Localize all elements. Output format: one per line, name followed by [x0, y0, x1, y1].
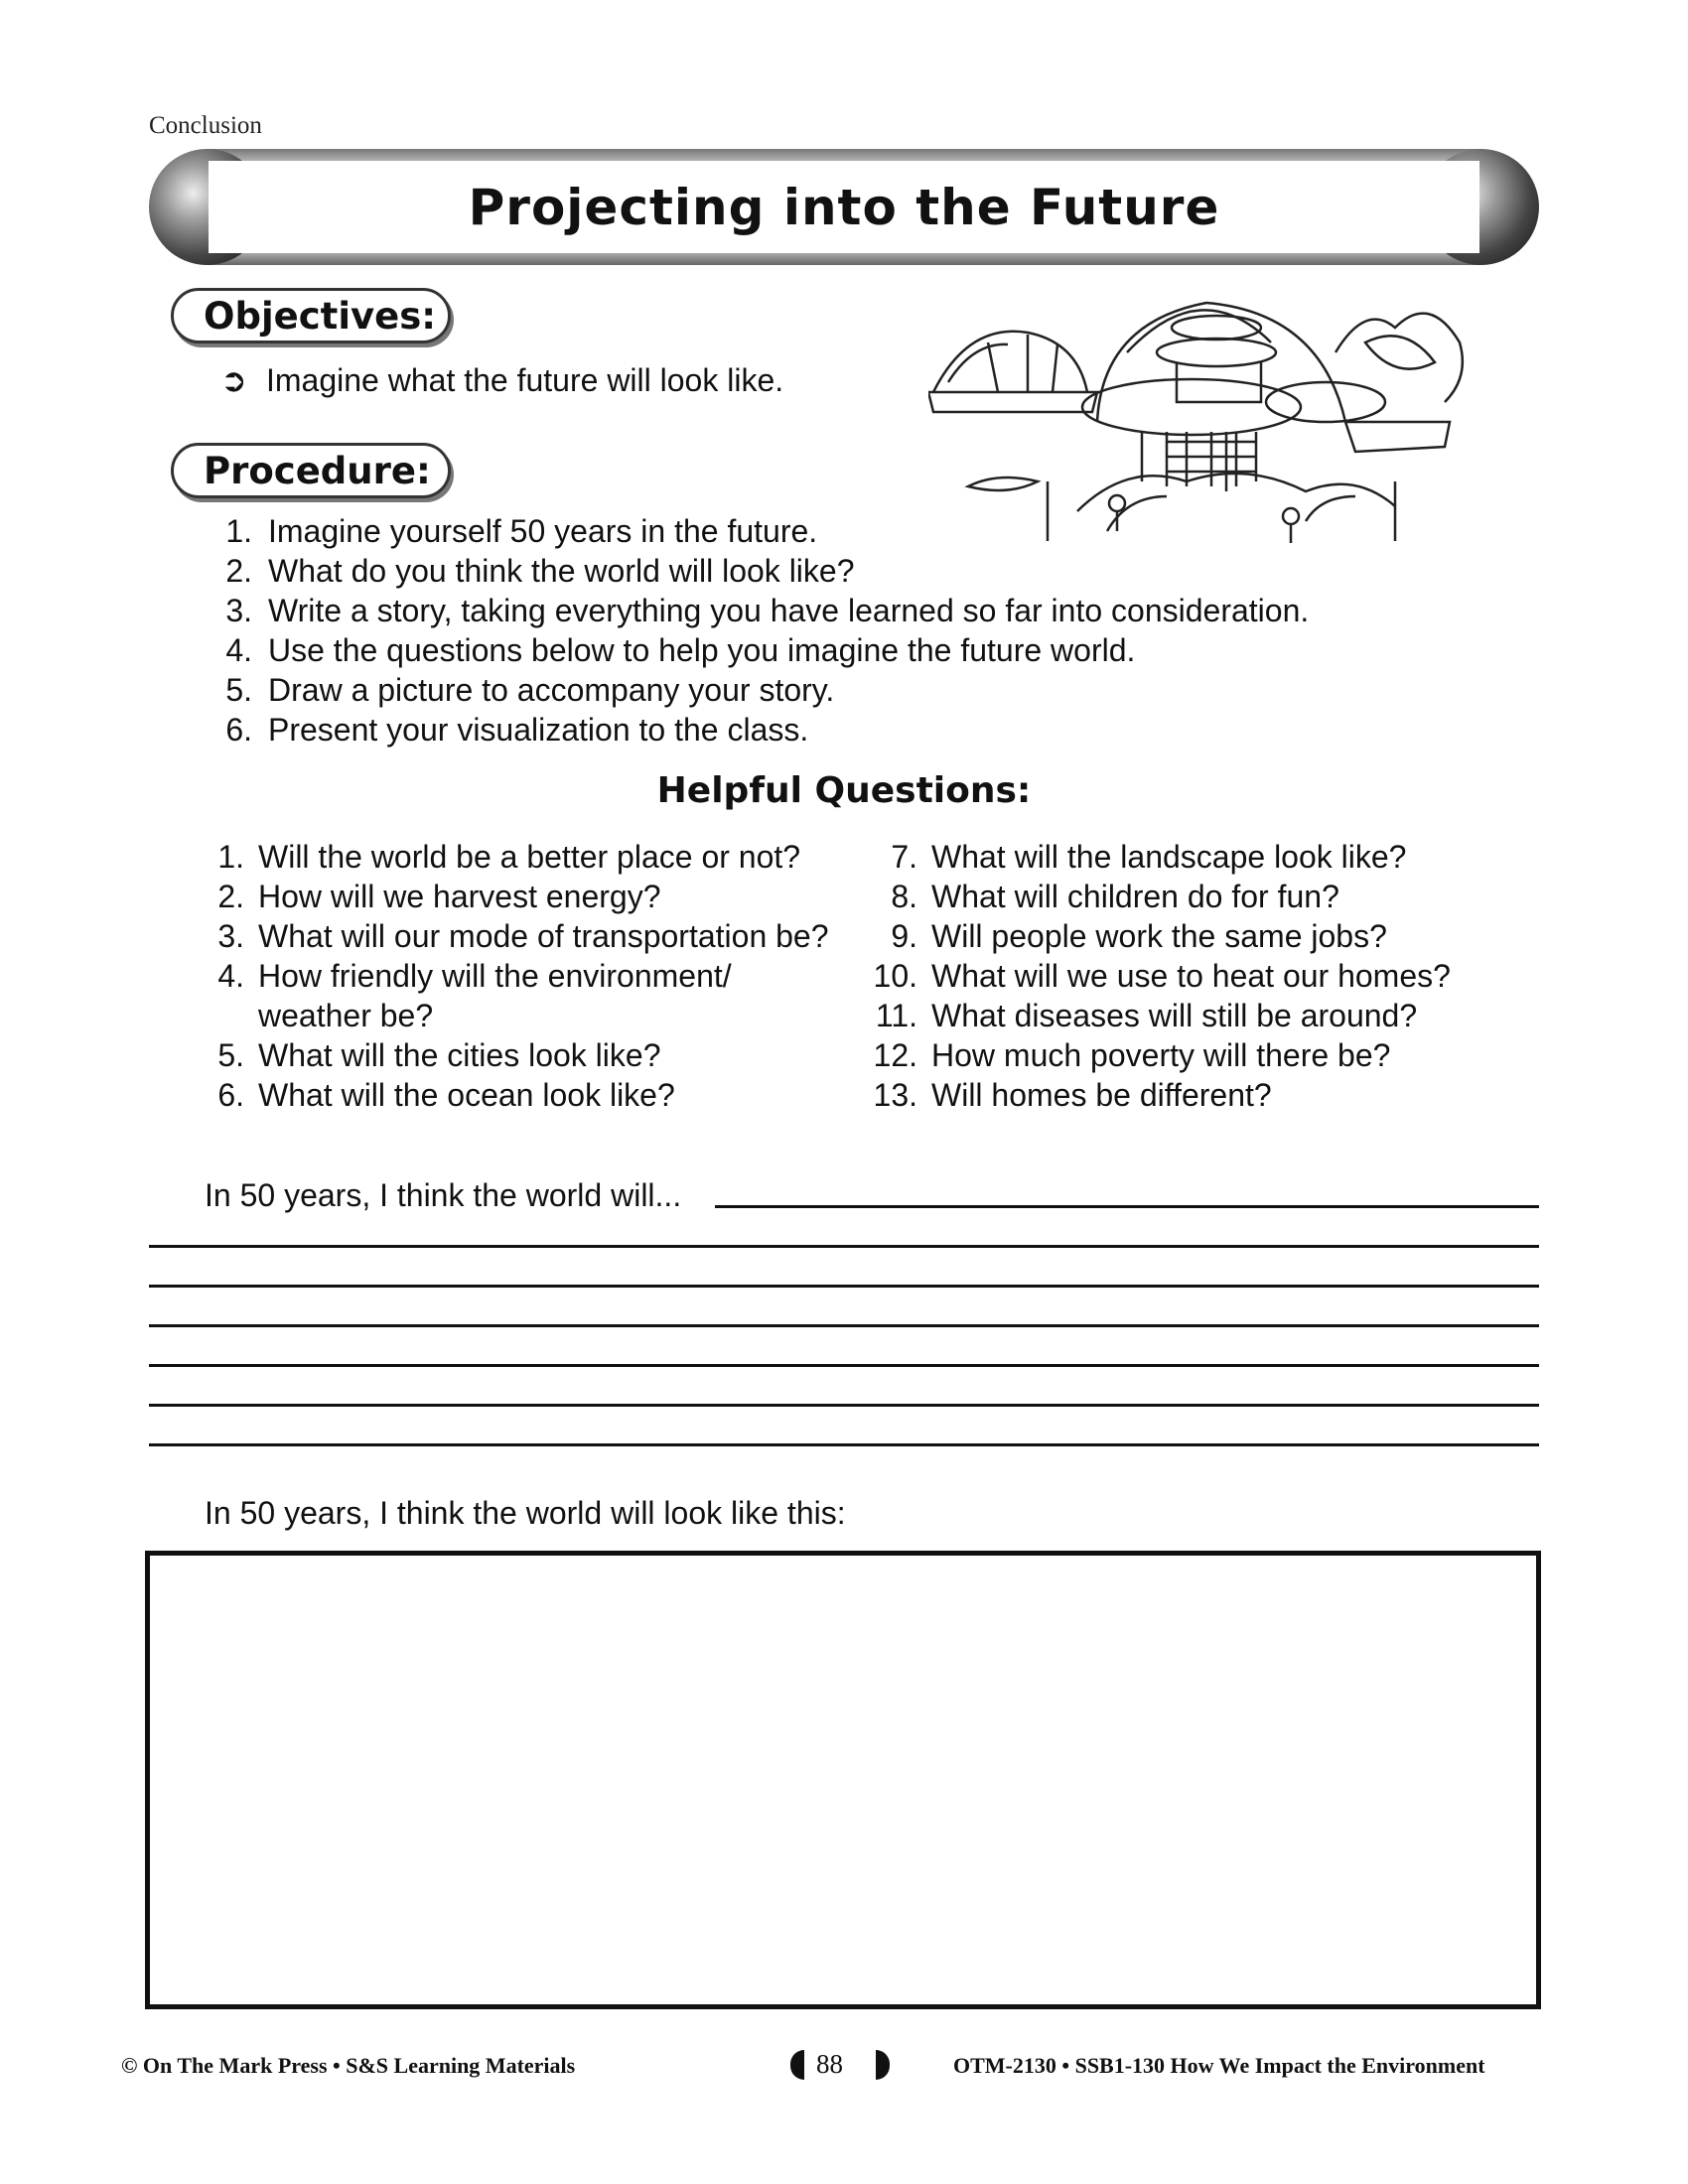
item-number: 9.	[891, 918, 917, 954]
item-text: What diseases will still be around?	[931, 998, 1418, 1033]
item-text: What will our mode of transportation be?	[258, 918, 829, 954]
questions-right-list	[862, 837, 1517, 1115]
procedure-heading-text: Procedure:	[204, 449, 431, 492]
item-number: 1.	[217, 839, 244, 875]
item-number: 2.	[217, 879, 244, 914]
item-number: 4.	[225, 632, 252, 668]
item-text: How much poverty will there be?	[931, 1037, 1391, 1073]
list-item	[199, 877, 854, 916]
item-text: Draw a picture to accompany your story.	[268, 672, 835, 708]
list-item	[203, 630, 1309, 670]
item-number: 2.	[225, 553, 252, 589]
page-number: 88	[816, 2049, 843, 2079]
item-number: 1.	[225, 513, 252, 549]
item-number: 4.	[217, 958, 244, 994]
half-disc-left-icon	[790, 2050, 804, 2080]
questions-left-list	[199, 837, 854, 1115]
item-text: Use the questions below to help you imagine the future world.	[268, 632, 1136, 668]
writing-line[interactable]	[149, 1245, 1539, 1248]
footer-copyright: © On The Mark Press • S&S Learning Materials	[121, 2053, 576, 2078]
section-label: Conclusion	[149, 112, 262, 139]
item-number: 5.	[217, 1037, 244, 1073]
item-number: 3.	[217, 918, 244, 954]
item-text: Imagine yourself 50 years in the future.	[268, 513, 818, 549]
item-text: How will we harvest energy?	[258, 879, 661, 914]
page-title: Projecting into the Future	[468, 178, 1220, 236]
writing-line[interactable]	[149, 1404, 1539, 1407]
objectives-heading-text: Objectives:	[204, 294, 437, 338]
item-text: Will homes be different?	[931, 1077, 1272, 1113]
writing-prompt: In 50 years, I think the world will...	[205, 1177, 682, 1213]
item-text: How friendly will the environment/ weather be?	[258, 958, 732, 1033]
item-text: What will the landscape look like?	[931, 839, 1407, 875]
item-number: 7.	[891, 839, 917, 875]
list-item	[862, 837, 1517, 877]
writing-line[interactable]	[149, 1364, 1539, 1367]
list-item	[203, 670, 1309, 710]
item-number: 3.	[225, 593, 252, 628]
objectives-heading	[171, 288, 451, 343]
item-text: What do you think the world will look like?	[268, 553, 855, 589]
title-banner	[149, 149, 1539, 265]
writing-line[interactable]	[149, 1324, 1539, 1327]
list-item	[862, 996, 1517, 1035]
item-number: 13.	[873, 1077, 917, 1113]
list-item	[199, 1075, 854, 1115]
item-text: What will children do for fun?	[931, 879, 1339, 914]
list-item	[203, 551, 1309, 591]
item-text: Present your visualization to the class.	[268, 712, 809, 748]
drawing-prompt: In 50 years, I think the world will look like this:	[205, 1495, 846, 1531]
title-box	[209, 161, 1479, 253]
item-number: 11.	[875, 998, 917, 1033]
item-number: 8.	[891, 879, 917, 914]
list-item	[862, 916, 1517, 956]
half-disc-right-icon	[876, 2050, 890, 2080]
list-item	[199, 837, 854, 877]
procedure-heading	[171, 443, 451, 498]
item-text: Will people work the same jobs?	[931, 918, 1387, 954]
drawing-box[interactable]	[145, 1551, 1541, 2009]
objective-item	[220, 360, 783, 400]
item-text: What will the cities look like?	[258, 1037, 661, 1073]
list-item	[862, 1035, 1517, 1075]
list-item	[203, 591, 1309, 630]
list-item	[199, 956, 854, 1035]
list-item	[862, 877, 1517, 916]
item-number: 6.	[217, 1077, 244, 1113]
helpful-questions-heading: Helpful Questions:	[656, 770, 1032, 811]
footer-product: OTM-2130 • SSB1-130 How We Impact the Environment	[953, 2053, 1485, 2078]
item-number: 5.	[225, 672, 252, 708]
item-text: What will the ocean look like?	[258, 1077, 675, 1113]
writing-line[interactable]	[149, 1285, 1539, 1288]
futuristic-city-illustration	[928, 283, 1470, 551]
writing-line[interactable]	[715, 1205, 1539, 1208]
objective-text: Imagine what the future will look like.	[266, 362, 784, 398]
list-item	[199, 916, 854, 956]
item-number: 10.	[873, 958, 917, 994]
list-item	[203, 710, 1309, 750]
list-item	[862, 1075, 1517, 1115]
writing-line[interactable]	[149, 1443, 1539, 1446]
arrow-right-circle-icon: ➲	[220, 362, 247, 398]
item-number: 6.	[225, 712, 252, 748]
item-text: Write a story, taking everything you have learned so far into consideration.	[268, 593, 1310, 628]
item-text: What will we use to heat our homes?	[931, 958, 1451, 994]
list-item	[199, 1035, 854, 1075]
list-item	[862, 956, 1517, 996]
item-number: 12.	[873, 1037, 917, 1073]
item-text: Will the world be a better place or not?	[258, 839, 801, 875]
